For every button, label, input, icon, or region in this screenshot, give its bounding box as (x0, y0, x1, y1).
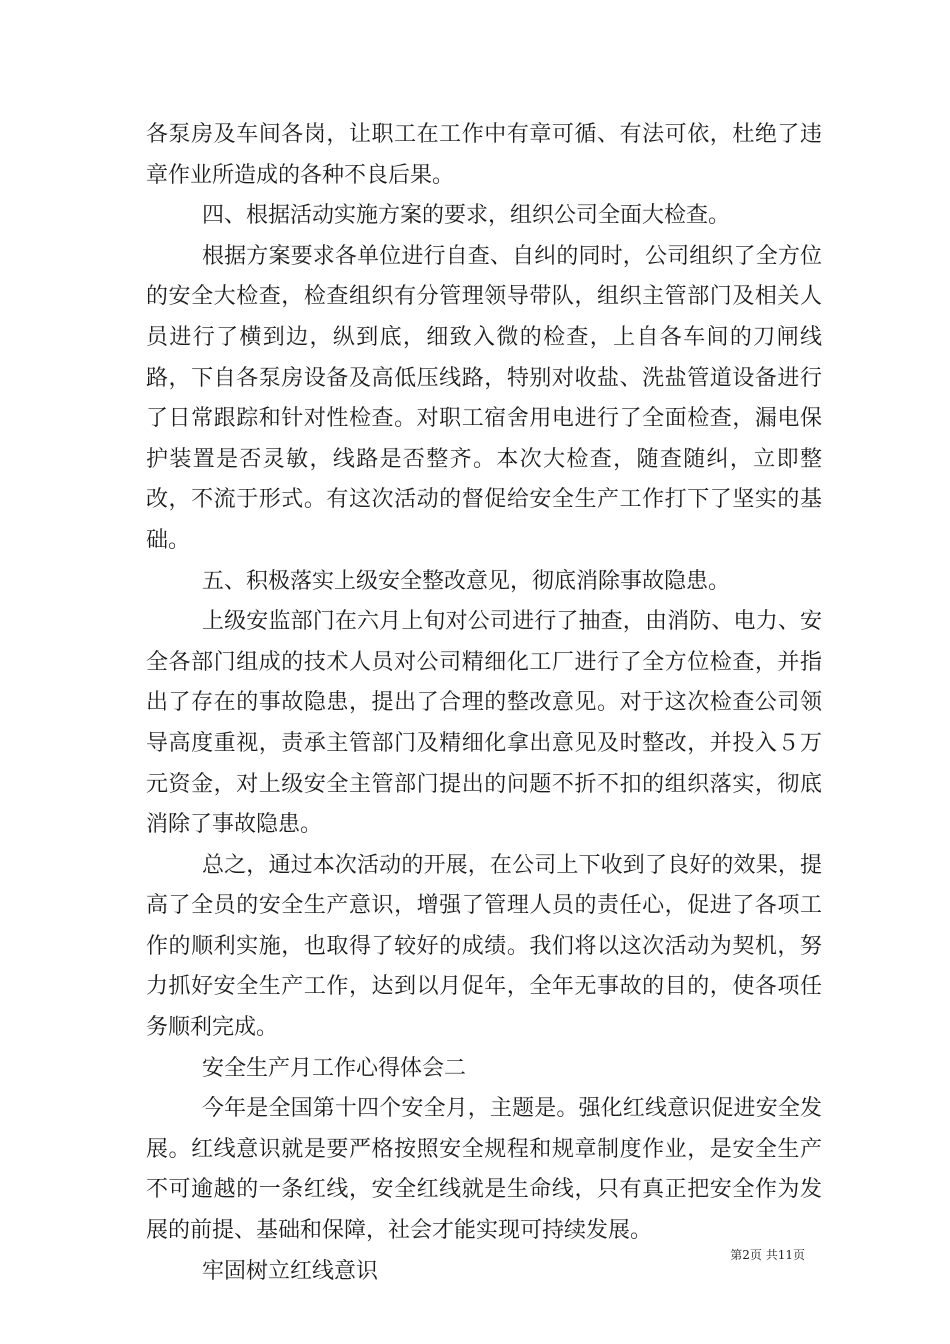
paragraph-5: 上级安监部门在六月上旬对公司进行了抽查，由消防、电力、安全各部门组成的技术人员对公司精细化工厂进行了全方位检查，并指出了存在的事故隐患，提出了合理的整改意见。对于这次检查公司领导高度重视，责承主管部门及精细化拿出意见及时整改，并投入５万元资金，对上级安全主管部门提出的问题不折不扣的组织落实，彻底消除了事故隐患。 (146, 609, 822, 838)
page-footer (730, 1247, 805, 1263)
footer-total-pages: 11 (777, 1248, 793, 1262)
section-heading: 安全生产月工作心得体会二 (202, 1055, 467, 1081)
subheading: 牢固树立红线意识 (202, 1258, 379, 1284)
paragraph-1: 各泵房及车间各岗，让职工在工作中有章可循、有法可依，杜绝了违章作业所造成的各种不良后果。 (146, 122, 822, 188)
paragraph-7: 今年是全国第十四个安全月，主题是。强化红线意识促进安全发展。红线意识就是要严格按照安全规程和规章制度作业，是安全生产不可逾越的一条红线，安全红线就是生命线，只有真正把安全作为发展的前提、基础和保障，社会才能实现可持续发展。 (146, 1096, 822, 1244)
paragraph-3: 根据方案要求各单位进行自查、自纠的同时，公司组织了全方位的安全大检查，检查组织有分管理领导带队，组织主管部门及相关人员进行了横到边，纵到底，细致入微的检查，上自各车间的刀闸线路，下自各泵房设备及高低压线路，特别对收盐、洗盐管道设备进行了日常跟踪和针对性检查。对职工宿舍用电进行了全面检查，漏电保护装置是否灵敏，线路是否整齐。本次大检查，随查随纠，立即整改，不流于形式。有这次活动的督促给安全生产工作打下了坚实的基础。 (146, 243, 822, 553)
paragraph-6: 总之，通过本次活动的开展，在公司上下收到了良好的效果，提高了全员的安全生产意识，增强了管理人员的责任心，促进了各项工作的顺利实施，也取得了较好的成绩。我们将以这次活动为契机，努力抓好安全生产工作，达到以月促年，全年无事故的目的，使各项任务顺利完成。 (146, 852, 822, 1041)
footer-page-number: 2 (742, 1248, 750, 1262)
body-text (146, 115, 822, 1292)
paragraph-4: 五、积极落实上级安全整改意见，彻底消除事故隐患。 (202, 568, 731, 594)
footer-prefix: 第 (730, 1248, 743, 1262)
footer-middle: 页 共 (749, 1248, 778, 1262)
footer-suffix: 页 (792, 1248, 805, 1262)
paragraph-2: 四、根据活动实施方案的要求，组织公司全面大检查。 (202, 203, 731, 229)
